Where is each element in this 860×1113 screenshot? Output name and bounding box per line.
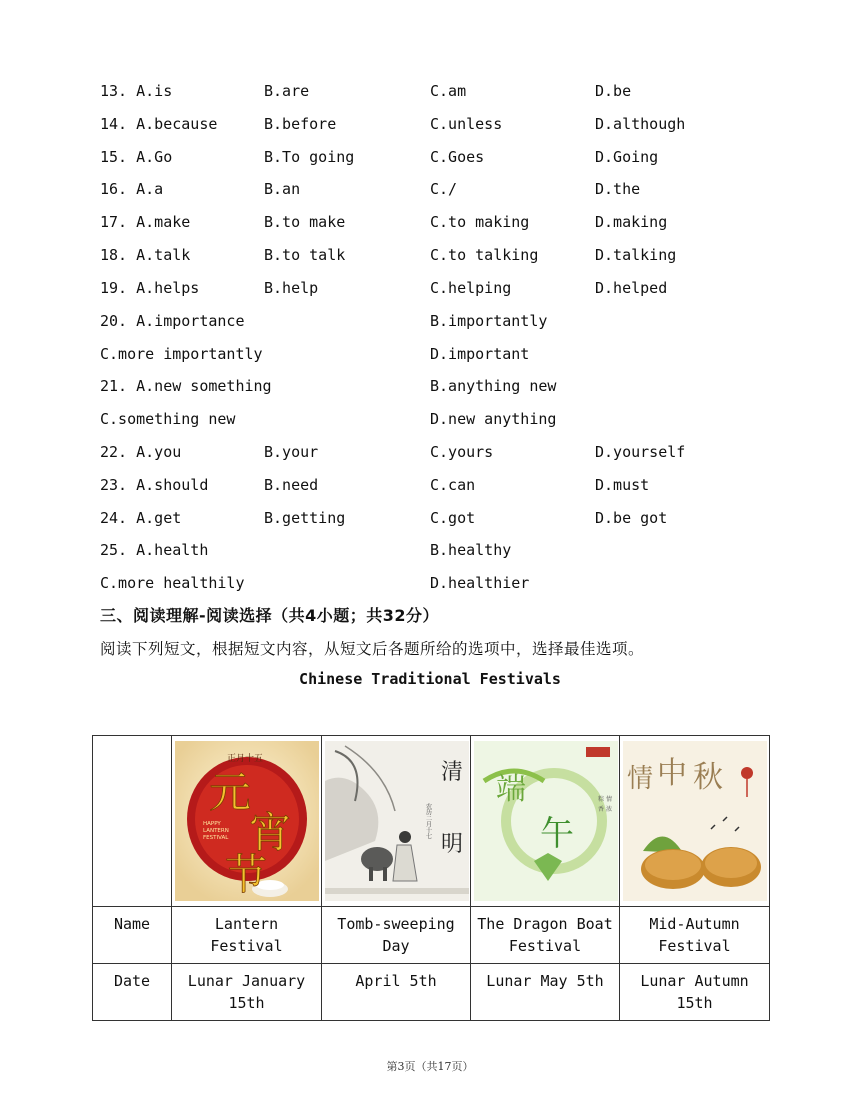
svg-text:明: 明 [441,832,464,857]
option-a: 15. A.Go [100,148,173,166]
option-d: D.talking [595,246,677,264]
festival-date-cell: Lunar May 5th [471,964,620,1021]
svg-text:香: 香 [598,806,605,813]
festival-name-cell: Tomb-sweeping Day [322,907,471,964]
mid-autumn-image-cell [620,736,770,907]
section-instruction: 阅读下列短文，根据短文内容，从短文后各题所给的选项中，选择最佳选项。 [100,640,645,658]
name-row [93,907,770,964]
empty-corner-cell [93,736,172,907]
option-c: C.to making [430,213,530,231]
image-row [93,736,770,907]
option-b: B.anything new [430,377,557,395]
svg-text:秋: 秋 [693,760,723,795]
svg-text:LANTERN: LANTERN [203,828,229,834]
passage-title: Chinese Traditional Festivals [299,670,561,688]
option-c: C.am [430,82,467,100]
option-c: C.something new [100,410,236,428]
svg-text:粽: 粽 [598,796,605,803]
svg-text:节: 节 [225,850,268,899]
question-row [100,506,760,530]
question-row [100,210,760,234]
option-d: D.Going [595,148,659,166]
tomb-sweeping-image [325,741,469,901]
option-b: B.healthy [430,541,512,559]
dragon-boat-image-cell [471,736,620,907]
date-row [93,964,770,1021]
svg-text:HAPPY: HAPPY [203,821,221,827]
option-d: D.be [595,82,632,100]
option-a: 13. A.is [100,82,173,100]
festival-date-cell: Lunar Autumn 15th [620,964,770,1021]
question-row [100,473,760,497]
option-a: 19. A.helps [100,279,200,297]
option-b: B.importantly [430,312,548,330]
option-b: B.need [264,476,319,494]
option-c: C.to talking [430,246,539,264]
option-d: D.healthier [430,574,530,592]
svg-text:清: 清 [441,760,464,785]
section-title: 三、阅读理解-阅读选择（共4小题；共32分） [100,606,440,625]
option-d: D.new anything [430,410,557,428]
festival-date-cell: Lunar January 15th [172,964,322,1021]
question-row [100,276,760,300]
option-d: D.yourself [595,443,686,461]
option-b: B.your [264,443,319,461]
lantern-image-cell [172,736,322,907]
option-a: 24. A.get [100,509,182,527]
dragon-boat-image [474,741,618,901]
option-a: 21. A.new something [100,377,272,395]
option-c: C.more healthily [100,574,245,592]
option-a: 16. A.a [100,180,164,198]
svg-text:午: 午 [540,814,574,854]
svg-text:农历二月十七: 农历二月十七 [424,803,432,839]
svg-text:端: 端 [496,772,526,807]
svg-text:情: 情 [606,796,613,803]
question-row [100,177,760,201]
option-d: D.the [595,180,641,198]
option-b: B.before [264,115,337,133]
option-c: C.got [430,509,476,527]
option-a: 22. A.you [100,443,182,461]
date-label-cell: Date [93,964,172,1021]
option-d: D.must [595,476,650,494]
option-c: C.unless [430,115,503,133]
tomb-sweeping-image-cell [322,736,471,907]
festival-table [92,735,770,1021]
option-b: B.are [264,82,310,100]
option-b: B.an [264,180,301,198]
option-b: B.help [264,279,319,297]
svg-text:宵: 宵 [249,808,292,857]
festival-name-cell: The Dragon Boat Festival [471,907,620,964]
option-b: B.To going [264,148,355,166]
festival-date-cell: April 5th [322,964,471,1021]
option-a: 14. A.because [100,115,218,133]
svg-text:FESTIVAL: FESTIVAL [203,835,229,841]
option-a: 25. A.health [100,541,209,559]
question-row [100,374,760,398]
option-c: C.yours [430,443,494,461]
option-a: 23. A.should [100,476,209,494]
svg-text:元: 元 [209,768,252,817]
question-row [100,440,760,464]
question-row [100,407,760,431]
svg-text:情: 情 [627,764,654,794]
option-c: C.can [430,476,476,494]
festival-name-cell: Mid-Autumn Festival [620,907,770,964]
option-a: 17. A.make [100,213,191,231]
option-c: C.Goes [430,148,485,166]
option-a: 18. A.talk [100,246,191,264]
svg-text:中: 中 [657,756,687,791]
mid-autumn-image [623,741,767,901]
svg-text:浓: 浓 [606,806,613,813]
option-b: B.to make [264,213,346,231]
option-c: C.helping [430,279,512,297]
option-d: D.making [595,213,668,231]
option-d: D.helped [595,279,668,297]
option-d: D.be got [595,509,668,527]
option-c: C.more importantly [100,345,263,363]
name-label-cell: Name [93,907,172,964]
question-row [100,571,760,595]
question-row [100,112,760,136]
option-a: 20. A.importance [100,312,245,330]
page-footer: 第3页（共17页） [386,1060,474,1073]
option-c: C./ [430,180,458,198]
svg-text:正月十五: 正月十五 [227,754,264,764]
festival-name-cell: Lantern Festival [172,907,322,964]
question-row [100,309,760,333]
question-row [100,243,760,267]
lantern-festival-image [175,741,319,901]
option-d: D.important [430,345,530,363]
option-d: D.although [595,115,686,133]
option-b: B.getting [264,509,346,527]
question-row [100,145,760,169]
question-row [100,538,760,562]
option-b: B.to talk [264,246,346,264]
question-row [100,79,760,103]
question-row [100,342,760,366]
